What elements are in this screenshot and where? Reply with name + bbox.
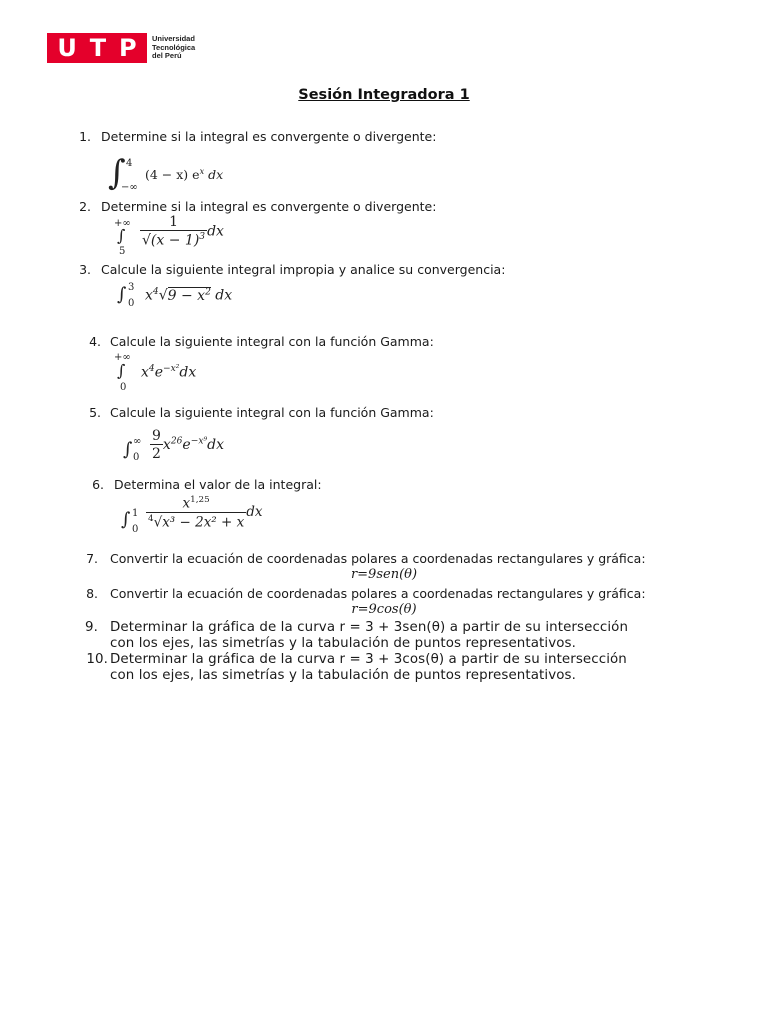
formula-1-lower: −∞ bbox=[121, 182, 138, 193]
formula-5-num: 9 bbox=[152, 428, 161, 444]
formula-6-tail: dx bbox=[246, 504, 263, 520]
item-text: Determine si la integral es convergente o divergente: bbox=[101, 199, 437, 214]
item-number: 7. bbox=[86, 551, 98, 566]
formula-4-mid-exp: −x² bbox=[163, 364, 180, 374]
formula-6-num-exp: 1,25 bbox=[190, 495, 210, 505]
formula-3-rad-exp: 2 bbox=[205, 287, 211, 297]
utp-logo bbox=[47, 33, 195, 63]
item-text: Determine si la integral es convergente o divergente: bbox=[101, 129, 437, 144]
logo-letter-u: U bbox=[57, 34, 77, 62]
item-number: 1. bbox=[79, 129, 91, 144]
formula-3-rad: 9 − x bbox=[167, 287, 206, 304]
logo-line-1: Universidad bbox=[152, 34, 195, 44]
formula-2-lower: 5 bbox=[119, 246, 126, 257]
formula-1-upper: 4 bbox=[126, 158, 133, 169]
item-text-line-2: con los ejes, las simetrías y la tabulación de puntos representativos. bbox=[110, 668, 576, 683]
formula-3-upper: 3 bbox=[128, 282, 135, 293]
list-item-5 bbox=[0, 405, 768, 421]
formula-5-pre-exp: 26 bbox=[170, 436, 183, 447]
formula-5-upper: ∞ bbox=[133, 436, 142, 447]
list-item-2 bbox=[0, 199, 768, 215]
formula-6-root-index: 4 bbox=[148, 513, 154, 524]
formula-6-lower: 0 bbox=[132, 524, 139, 535]
list-item-4 bbox=[0, 334, 768, 350]
item-number: 9. bbox=[85, 620, 98, 635]
formula-4-tail: dx bbox=[179, 364, 197, 381]
item-text: Convertir la ecuación de coordenadas polares a coordenadas rectangulares y gráfica: bbox=[110, 551, 646, 566]
formula-5-lower: 0 bbox=[133, 452, 140, 463]
list-item-3 bbox=[0, 262, 768, 278]
formula-5-mid-exp: −x⁹ bbox=[190, 436, 208, 447]
logo-line-3: del Perú bbox=[152, 51, 182, 61]
logo-letter-t: T bbox=[89, 34, 107, 62]
formula-8: r=9cos(θ) bbox=[351, 602, 417, 617]
formula-2-num: 1 bbox=[169, 214, 178, 230]
formula-1-body: (4 − x) e bbox=[145, 167, 200, 183]
formula-4-pre: x bbox=[141, 364, 149, 381]
item-text: Calcule la siguiente integral con la función Gamma: bbox=[110, 405, 434, 420]
list-item-9 bbox=[0, 620, 768, 652]
formula-5-tail: dx bbox=[207, 437, 224, 453]
formula-5-mid: e bbox=[182, 437, 191, 453]
item-number: 3. bbox=[79, 262, 91, 277]
formula-4-lower: 0 bbox=[120, 382, 127, 393]
formula-7: r=9sen(θ) bbox=[350, 567, 418, 582]
formula-3-lower: 0 bbox=[128, 298, 135, 309]
formula-5-pre: x bbox=[162, 437, 171, 453]
item-number: 8. bbox=[86, 586, 98, 601]
item-text: Determina el valor de la integral: bbox=[114, 477, 322, 492]
formula-1-exp: x bbox=[199, 166, 205, 176]
formula-2-tail: dx bbox=[207, 223, 224, 240]
formula-4-mid: e bbox=[154, 364, 163, 381]
list-item-1 bbox=[0, 129, 768, 145]
formula-6-den: x³ − 2x² + x bbox=[162, 514, 245, 530]
list-item-6 bbox=[0, 477, 768, 493]
page-title: Sesión Integradora 1 bbox=[298, 87, 470, 103]
formula-2-den-exp: 3 bbox=[199, 232, 206, 242]
formula-4-pre-exp: 4 bbox=[148, 364, 155, 374]
formula-3-pre: x bbox=[145, 287, 153, 304]
logo-letter-p: P bbox=[118, 34, 137, 62]
item-number: 4. bbox=[89, 334, 101, 349]
formula-2-upper: +∞ bbox=[114, 218, 131, 229]
formula-3-pre-exp: 4 bbox=[152, 287, 159, 297]
logo-wordmark bbox=[152, 35, 195, 61]
formula-1-tail: dx bbox=[204, 167, 224, 183]
formula-6-upper: 1 bbox=[132, 508, 139, 519]
item-text: Calcule la siguiente integral impropia y analice su convergencia: bbox=[101, 262, 506, 277]
item-number: 5. bbox=[89, 405, 101, 420]
formula-6-num: x bbox=[182, 495, 191, 512]
item-text: Convertir la ecuación de coordenadas polares a coordenadas rectangulares y gráfica: bbox=[110, 586, 646, 601]
item-text: Calcule la siguiente integral con la función Gamma: bbox=[110, 334, 434, 349]
item-text-line-2: con los ejes, las simetrías y la tabulación de puntos representativos. bbox=[110, 636, 576, 651]
list-item-7 bbox=[0, 551, 768, 567]
item-number: 2. bbox=[79, 199, 91, 214]
logo-line-2: Tecnológica bbox=[152, 42, 196, 52]
item-text-line-1: Determinar la gráfica de la curva r = 3 + 3cos(θ) a partir de su intersección bbox=[110, 652, 627, 667]
item-text-line-1: Determinar la gráfica de la curva r = 3 + 3sen(θ) a partir de su intersección bbox=[110, 620, 629, 635]
list-item-8 bbox=[0, 586, 768, 602]
formula-5-den: 2 bbox=[152, 446, 161, 462]
formula-2-den: (x − 1) bbox=[150, 232, 200, 249]
formula-4-upper: +∞ bbox=[114, 352, 131, 363]
item-number: 6. bbox=[92, 477, 104, 492]
logo-mark bbox=[47, 33, 147, 63]
list-item-10 bbox=[0, 652, 768, 684]
item-number: 10. bbox=[86, 652, 108, 667]
formula-3-tail: dx bbox=[210, 287, 233, 304]
